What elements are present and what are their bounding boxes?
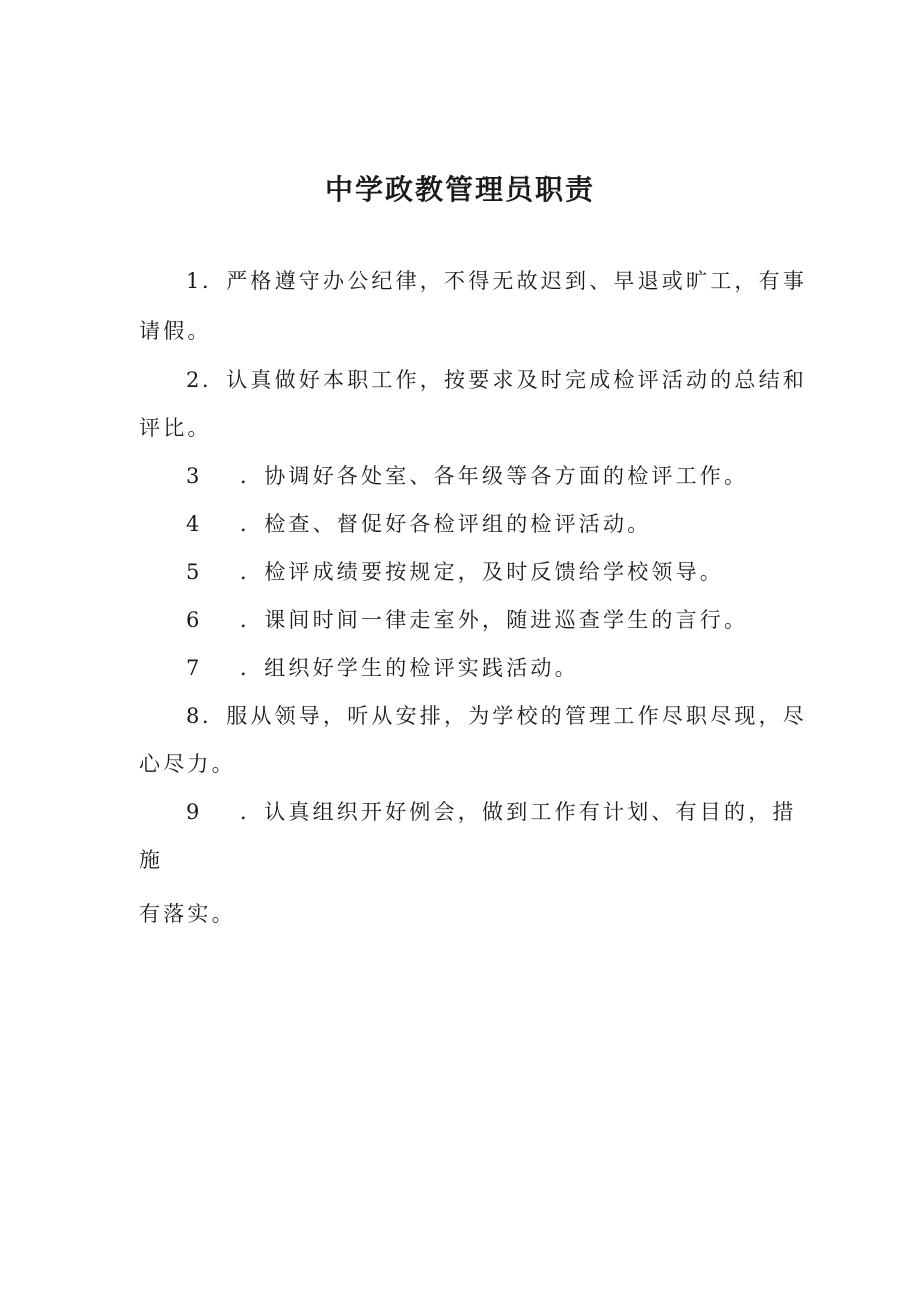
item-7-line-1: ．组织好学生的检评实践活动。: [240, 656, 579, 680]
item-9-line-3: 有落实。: [139, 902, 236, 926]
item-5-number: 5: [186, 560, 200, 584]
item-9-line-2: 施: [139, 848, 164, 872]
item-5-line-1: ．检评成绩要按规定，及时反馈给学校领导。: [240, 560, 724, 584]
item-1-line-1: ．严格遵守办公纪律，不得无故迟到、早退或旷工，有事: [202, 269, 807, 293]
item-8-line-1: ．服从领导，听从安排，为学校的管理工作尽职尽现，尽: [202, 704, 807, 728]
item-1-number: 1: [186, 269, 200, 293]
item-6-line-1: ．课间时间一律走室外，随进巡查学生的言行。: [240, 608, 749, 632]
item-9-line-1: ．认真组织开好例会，做到工作有计划、有目的，措: [240, 800, 797, 824]
item-2-number: 2: [186, 368, 200, 392]
item-2-line-1: ．认真做好本职工作，按要求及时完成检评活动的总结和: [202, 368, 807, 392]
item-7-number: 7: [186, 656, 200, 680]
item-1-line-2: 请假。: [139, 319, 212, 343]
item-9-number: 9: [186, 800, 200, 824]
item-6-number: 6: [186, 608, 200, 632]
item-3-number: 3: [186, 464, 200, 488]
item-2-line-2: 评比。: [139, 416, 212, 440]
item-8-line-2: 心尽力。: [139, 752, 236, 776]
item-4-number: 4: [186, 512, 200, 536]
item-3-line-1: ．协调好各处室、各年级等各方面的检评工作。: [240, 464, 749, 488]
item-4-line-1: ．检查、督促好各检评组的检评活动。: [240, 512, 652, 536]
document-title: 中学政教管理员职责: [324, 173, 595, 206]
item-8-number: 8: [186, 704, 200, 728]
